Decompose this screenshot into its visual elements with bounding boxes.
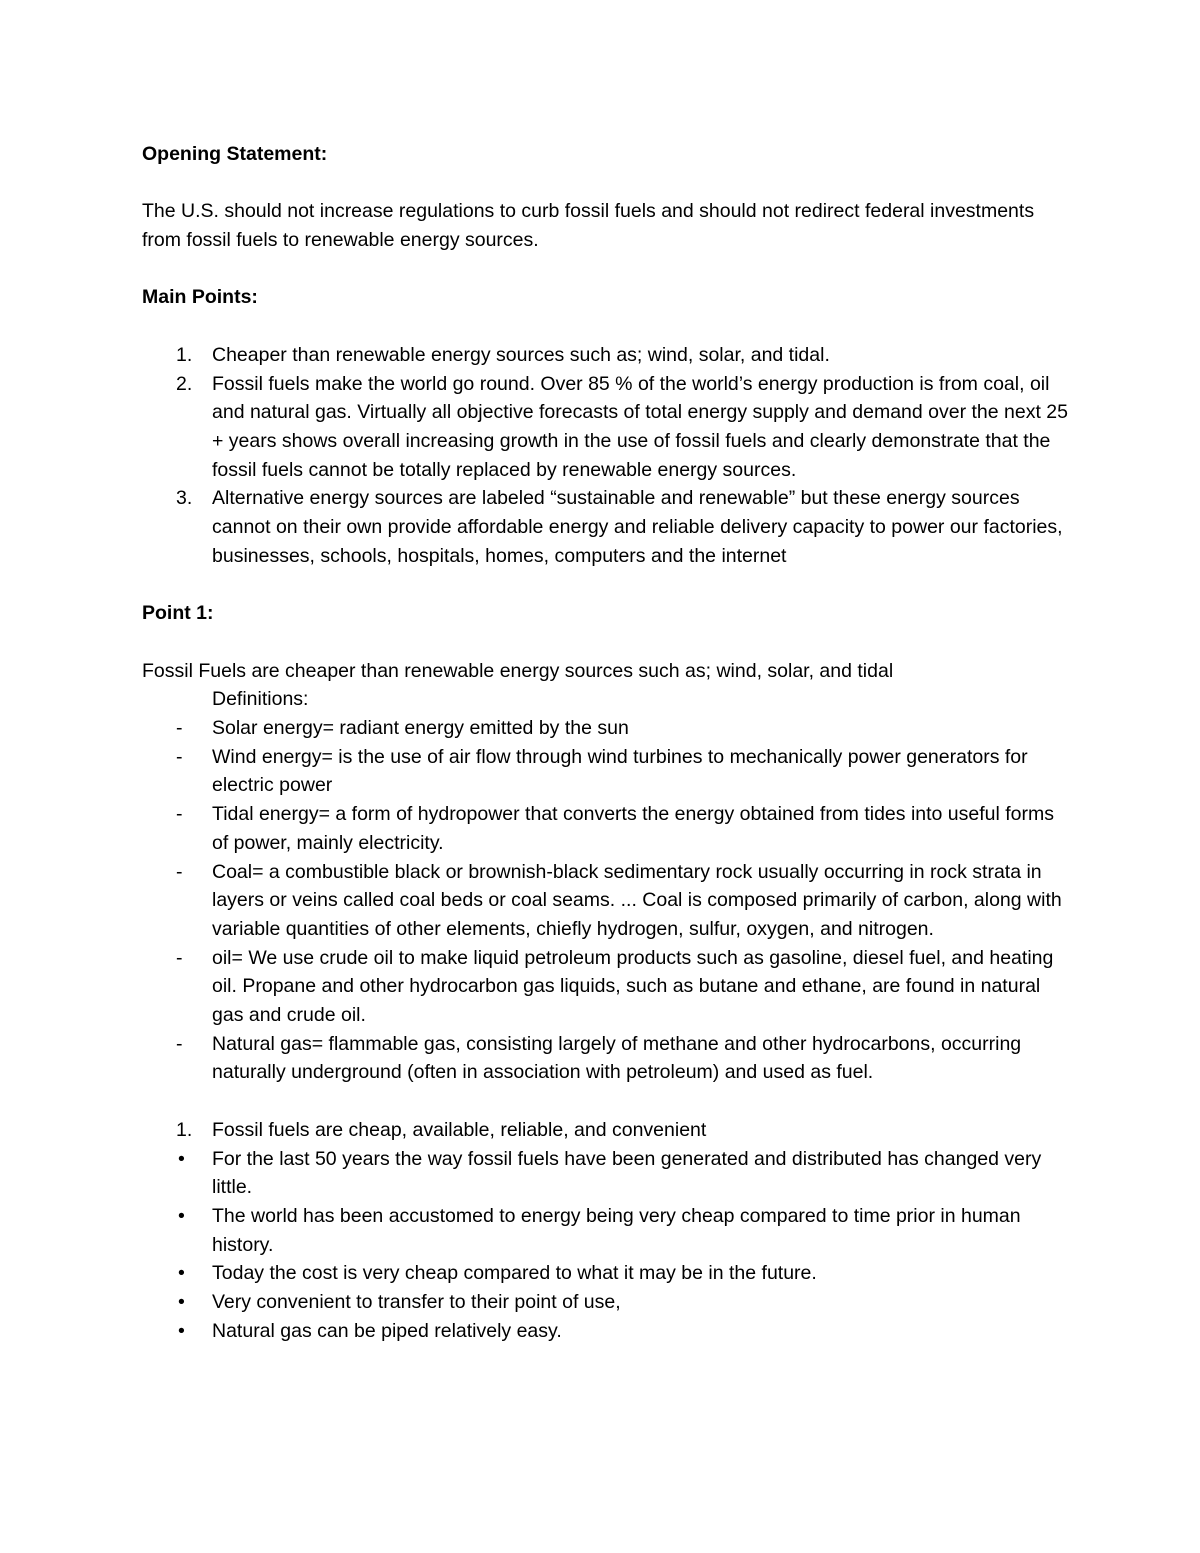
main-point-text: Alternative energy sources are labeled “sustainable and renewable” but these energy sources cannot on their own provide affordable energy and reliable delivery capacity to power our factories, businesses, schools, hospitals, homes, computers and the internet: [212, 487, 1063, 567]
bullet-icon: •: [178, 1147, 185, 1170]
list-number: 1.: [176, 1118, 193, 1141]
dash-marker: -: [176, 946, 183, 969]
definition-text: Natural gas= flammable gas, consisting largely of methane and other hydrocarbons, occurring naturally underground (often in association with petroleum) and used as fuel.: [212, 1032, 1022, 1084]
dash-marker: -: [176, 716, 183, 739]
bullet-item: [142, 1317, 1072, 1346]
definition-item: [142, 1030, 1072, 1087]
dash-marker: -: [176, 745, 183, 768]
bullet-item: [142, 1259, 1072, 1288]
bullet-icon: •: [178, 1204, 185, 1227]
bullet-text: For the last 50 years the way fossil fuels have been generated and distributed has changed very little.: [212, 1147, 1042, 1199]
bullet-text: Today the cost is very cheap compared to what it may be in the future.: [212, 1262, 817, 1285]
dash-marker: -: [176, 860, 183, 883]
main-point-item: [142, 341, 1072, 370]
definition-item: [142, 714, 1072, 743]
bullet-item: [142, 1202, 1072, 1259]
definitions-label: Definitions:: [212, 688, 309, 711]
definition-item: [142, 800, 1072, 857]
dash-marker: -: [176, 803, 183, 826]
definition-text: Coal= a combustible black or brownish-black sedimentary rock usually occurring in rock strata in layers or veins called coal beds or coal seams. ... Coal is composed primarily of carbon, along with variable quantities of other elements, chiefly hydrogen, sulfur, oxygen, and nitrogen.: [212, 860, 1062, 940]
bullet-icon: •: [178, 1319, 185, 1342]
bullet-item: [142, 1288, 1072, 1317]
list-number: 1.: [176, 343, 193, 366]
bullet-icon: •: [178, 1291, 185, 1314]
dash-marker: -: [176, 1032, 183, 1055]
main-point-text: Cheaper than renewable energy sources such as; wind, solar, and tidal.: [212, 343, 830, 366]
definition-text: Wind energy= is the use of air flow through wind turbines to mechanically power generators for electric power: [212, 745, 1028, 797]
definition-item: [142, 944, 1072, 1030]
definition-item: [142, 743, 1072, 800]
opening-statement-heading: Opening Statement:: [142, 143, 328, 165]
point-1-heading: Point 1:: [142, 602, 214, 625]
bullet-text: The world has been accustomed to energy being very cheap compared to time prior in human history.: [212, 1204, 1021, 1256]
main-point-item: [142, 370, 1072, 485]
sub-point-text: Fossil fuels are cheap, available, reliable, and convenient: [212, 1118, 707, 1141]
document-page: [142, 140, 1072, 1345]
list-number: 3.: [176, 487, 193, 510]
definition-text: oil= We use crude oil to make liquid petroleum products such as gasoline, diesel fuel, and heating oil. Propane and other hydrocarbon gas liquids, such as butane and ethane, are found in natural gas and crude oil.: [212, 946, 1054, 1027]
sub-point-item: [142, 1116, 1072, 1145]
definition-text: Tidal energy= a form of hydropower that converts the energy obtained from tides into useful forms of power, mainly electricity.: [212, 803, 1055, 854]
main-point-item: [142, 484, 1072, 570]
main-points-heading: Main Points:: [142, 286, 258, 309]
bullet-text: Very convenient to transfer to their point of use,: [212, 1291, 621, 1314]
definition-item: [142, 858, 1072, 944]
bullet-text: Natural gas can be piped relatively easy.: [212, 1319, 562, 1342]
definition-text: Solar energy= radiant energy emitted by the sun: [212, 716, 629, 739]
bullet-item: [142, 1145, 1072, 1202]
bullet-icon: •: [178, 1262, 185, 1285]
point-1-intro: Fossil Fuels are cheaper than renewable energy sources such as; wind, solar, and tidal: [142, 659, 894, 682]
opening-statement-text: The U.S. should not increase regulations to curb fossil fuels and should not redirect federal investments from fossil fuels to renewable energy sources.: [142, 200, 1035, 252]
list-number: 2.: [176, 372, 193, 395]
main-point-text: Fossil fuels make the world go round. Over 85 % of the world’s energy production is from coal, oil and natural gas. Virtually all objective forecasts of total energy supply and demand over the next 25 + years shows overall increasing growth in the use of fossil fuels and clearly demonstrate that the fossil fuels cannot be totally replaced by renewable energy sources.: [212, 372, 1068, 481]
